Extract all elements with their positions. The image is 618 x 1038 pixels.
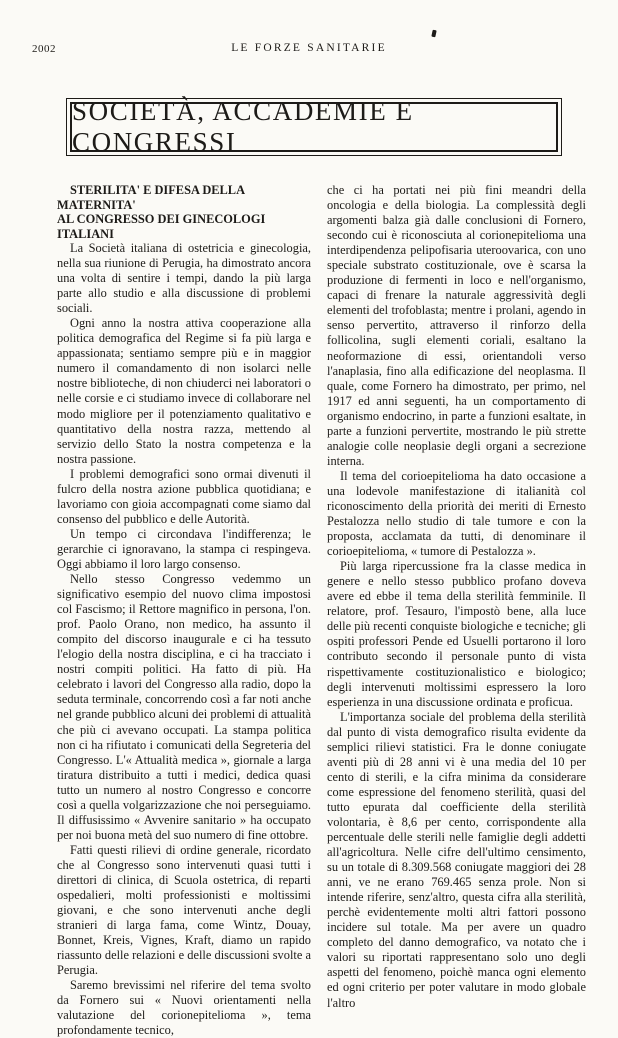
paragraph: Saremo brevissimi nel riferire del tema svolto da Fornero sui « Nuovi orientamenti nella valutazione del corionepitelioma », tema profondamente tecnico,	[57, 978, 311, 1038]
paragraph: L'importanza sociale del problema della sterilità dal punto di vista demografico risulta evidente da semplici rilievi statistici. Fra le donne coniugate aventi più di 28 anni vi è una media del 10 per cento di sterili, e la cifra minima da considerare come espressione del fenomeno sterilità, quasi del tutto epurata dal coefficiente della sterilità volontaria, è 8,6 per cento, corrispondente alla percentuale delle sterili nelle famiglie degli addetti all'agricoltura. Nelle cifre dell'ultimo censimento, su un totale di 8.309.568 coniugate maggiori dei 28 anni, ve ne erano 769.465 senza prole. Non si intende riferire, senz'altro, questa cifra alla sterilità, perchè evidentemente molti altri fattori possono incidere sul totale. Ma per avere un quadro completo del danno demografico, va notato che i valori su riportati rappresentano solo uno degli aspetti del fenomeno, poichè manca ogni elemento ed ogni criterio per poter valutare in modo globale l'altro	[327, 709, 586, 1010]
headline-line-2: AL CONGRESSO DEI GINECOLOGI ITALIANI	[57, 212, 266, 241]
paragraph: Fatti questi rilievi di ordine generale, ricordato che al Congresso sono intervenuti quasi tutti i direttori di clinica, di Scuola ostetrica, di reparti ospedalieri, molti professionisti e moltissimi giovani, e che sono intervenuti anche degli stranieri di larga fama, come Wintz, Douay, Bonnet, Kreis, Vignes, Kraft, diamo un rapido riassunto delle relazioni e delle discussioni svolte a Perugia.	[57, 842, 311, 978]
text-column-right	[327, 183, 586, 1011]
paragraph: Ogni anno la nostra attiva cooperazione alla politica demografica del Regime si fa più larga e appassionata; sentiamo sempre più e in maggior numero il comandamento di non isolarci nelle nostre biblioteche, di non chiuderci nei laboratori o nelle corsie e ci studiamo invece di collaborare nel modo migliore per il potenziamento qualitativo e quantitativo della nostra razza, mettendo al servizio dello Stato la nostra competenza e la nostra passione.	[57, 316, 311, 466]
article-headline	[57, 183, 311, 241]
text-column-left	[57, 183, 311, 1038]
page-number: 2002	[32, 43, 56, 55]
paragraph: Il tema del corioepitelioma ha dato occasione a una lodevole manifestazione di italianità col riconoscimento della priorità dei meriti di Ernesto Pestalozza nello studio di tale tumore e con la proposta, acclamata da tutti, di denominare il corioepitelioma, « tumore di Pestalozza ».	[327, 468, 586, 559]
paragraph: Un tempo ci circondava l'indifferenza; le gerarchie ci ignoravano, la stampa ci respingeva. Oggi abbiamo il loro largo consenso.	[57, 526, 311, 571]
headline-line-1: STERILITA' E DIFESA DELLA MATERNITA'	[57, 183, 245, 212]
paragraph: che ci ha portati nei più fini meandri della oncologia e della biologia. La complessità degli argomenti balza già dalle conclusioni di Fornero, secondo cui è riconosciuta al corionepitelioma una interdipendenza pelipofisaria uteroovarica, con uno speciale substrato costituzionale, ove è scarsa la produzione di fermenti in loco e nell'organismo, capaci di frenare la naturale aggressività degli elementi del trofoblasta; mentre i prolani, agendo in senso pervertito, attraverso il rinforzo della follicolina, sugli elementi coriali, esaltano la neoformazione di essi, orientandoli verso l'anaplasia, fino alla edificazione del neoplasma. Il quale, come Fornero ha dimostrato, per primo, nel 1917 ed anni seguenti, ha un comportamento di organismo endocrino, in parte a funzioni esaltate, in parte a funzioni pervertite, mostrando le più strette analogie colle neoplasie degli organi a secrezione interna.	[327, 183, 586, 468]
paragraph: La Società italiana di ostetricia e ginecologia, nella sua riunione di Perugia, ha dimostrato ancora una volta di sentire i tempi, dando la più larga parte allo studio e alla discussione di problemi sociali.	[57, 241, 311, 316]
paragraph: Nello stesso Congresso vedemmo un significativo esempio del nuovo clima impostosi col Fascismo; il Rettore magnifico in persona, l'on. prof. Paolo Orano, non medico, ha assunto il compito del discorso inaugurale e ci ha tessuto l'elogio della nostra disciplina, e ci ha tracciato i nostri compiti politici. Ha fatto di più. Ha celebrato i lavori del Congresso alla radio, dopo la seduta terminale, concorrendo così a far noti anche nel grande pubblico alcuni dei problemi di attualità che più ci avevano occupati. La stampa politica non ci ha rifiutato i comunicati della Segreteria del Congresso. L'« Attualità medica », giornale a larga tiratura distribuito a tutti i medici, dedica quasi tutto un numero al nostro Congresso e concorre così a quella volgarizzazione che noi perseguiamo. Il diffusissimo « Avvenire sanitario » ha occupato per noi buona metà del suo numero di fine ottobre.	[57, 572, 311, 842]
ink-mark	[431, 30, 436, 38]
paragraph: I problemi demografici sono ormai divenuti il fulcro della nostra azione pubblica quotidiana; e lavoriamo con gioia accompagnati come siamo dal consenso del pubblico e delle Autorità.	[57, 466, 311, 526]
section-title: SOCIETÀ, ACCADEMIE E CONGRESSI	[70, 102, 558, 152]
running-header: LE FORZE SANITARIE	[231, 42, 387, 54]
paragraph: Più larga ripercussione fra la classe medica in genere e nello stesso pubblico profano doveva avere ed ebbe il tema della sterilità femminile. Il relatore, prof. Tesauro, l'impostò bene, alla luce delle più recenti conquiste biologiche e tecniche; gli ospiti professori Pende ed Usuelli portarono il loro contributo secondo il personale punto di vista rispettivamente costituzionalistico e biologico; degli intervenuti moltissimi espressero la loro esperienza in una discussione ordinata e proficua.	[327, 559, 586, 709]
section-title-frame	[66, 98, 562, 156]
